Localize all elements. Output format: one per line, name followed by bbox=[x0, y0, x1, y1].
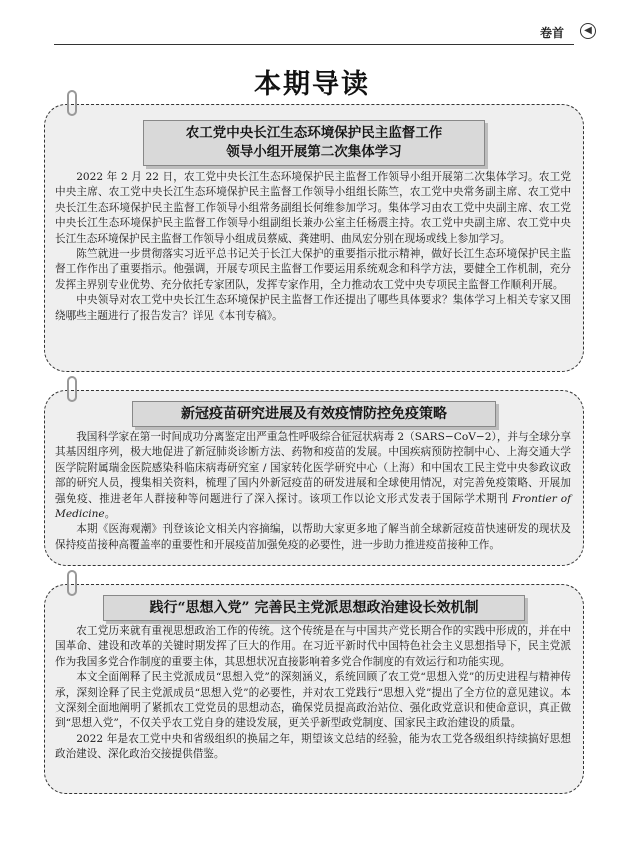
article-body bbox=[55, 430, 571, 553]
arrow-left-circle-icon: ◀ bbox=[580, 23, 596, 39]
journal-name: Frontier of Medicine bbox=[55, 492, 572, 521]
page-title: 本期导读 bbox=[254, 69, 370, 100]
article-card bbox=[44, 584, 584, 794]
paperclip-icon bbox=[67, 570, 77, 596]
paragraph: 2022 年是农工党中央和省级组织的换届之年，期望该文总结的经验，能为农工党各级组织持续搞好思想政治建设、深化政治交接提供借鉴。 bbox=[55, 732, 571, 761]
paragraph: 农工党历来就有重视思想政治工作的传统。这个传统是在与中国共产党长期合作的实践中形成的，并在中国革命、建设和改革的关键时期发挥了巨大的作用。在习近平新时代中国特色社会主义思想指导下，民主党派作为我国多党合作制度的重要主体，其思想状况直接影响着多党合作制度的有效运行和功能实现。 bbox=[55, 625, 571, 668]
paragraph: 中央领导对农工党中央长江生态环境保护民主监督工作还提出了哪些具体要求？集体学习上相关专家又围绕哪些主题进行了报告发言？详见《本刊专稿》。 bbox=[55, 294, 571, 322]
article-card bbox=[44, 104, 584, 372]
article-title: 新冠疫苗研究进展及有效疫情防控免疫策略 bbox=[132, 401, 496, 427]
paperclip-icon bbox=[67, 376, 77, 402]
section-label: 卷首 bbox=[540, 26, 565, 40]
article-body bbox=[55, 624, 571, 763]
paragraph: 本期《医海观潮》刊登该论文相关内容摘编，以帮助大家更多地了解当前全球新冠疫苗快速研发的现状及保持疫苗接种高覆盖率的重要性和开展疫苗加强免疫的必要性，进一步助力推进疫苗接种工作。 bbox=[55, 523, 571, 551]
paragraph: 本文全面阐释了民主党派成员“思想入党”的深刻涵义，系统回顾了农工党“思想入党”的历史进程与精神传承，深刻诠释了民主党派成员“思想入党”的必要性，并对农工党践行“思想入党”提出了全方位的意见建议。本文深刻全面地阐明了紧抓农工党党员的思想动态，确保党员提高政治站位、强化政党意识和使命意识，真正做到“思想入党”，不仅关乎农工党自身的建设发展，更关乎新型政党制度、国家民主政治建设的质量。 bbox=[55, 671, 571, 730]
article-title: 践行“思想入党” 完善民主党派思想政治建设长效机制 bbox=[103, 595, 525, 621]
article-card bbox=[44, 390, 584, 566]
paragraph: 陈竺就进一步贯彻落实习近平总书记关于长江大保护的重要指示批示精神，做好长江生态环境保护民主监督工作作出了重要指示。他强调，开展专项民主监督工作要运用系统观念和科学方法，要健全工作机制，充分发挥主界别专业优势、充分依托专家团队，发挥专家作用，全力推动农工党中央专项民主监督工作顺利开展。 bbox=[55, 248, 571, 291]
article-title: 农工党中央长江生态环境保护民主监督工作 领导小组开展第二次集体学习 bbox=[143, 120, 485, 166]
paperclip-icon bbox=[67, 90, 77, 116]
header-rule bbox=[54, 44, 574, 45]
article-body bbox=[55, 170, 571, 324]
paragraph: 2022 年 2 月 22 日，农工党中央长江生态环境保护民主监督工作领导小组开展第二次集体学习。农工党中央主席、农工党中央长江生态环境保护民主监督工作领导小组组长陈竺，农工党中央常务副主席、农工党中央长江生态环境保护民主监督工作领导小组常务副组长何维参加学习。集体学习由农工党中央副主席、农工党中央长江生态环境保护民主监督工作领导小组副组长兼办公室主任杨震主持。农工党中央副主席、农工党中央长江生态环境保护民主监督工作领导小组成员蔡威、龚建明、曲凤宏分别在现场或线上参加学习。 bbox=[55, 171, 571, 245]
paragraph: 我国科学家在第一时间成功分离鉴定出严重急性呼吸综合征冠状病毒 2（SARS−CoV−2），并与全球分享其基因组序列，极大地促进了新冠肺炎诊断方法、药物和疫苗的发展。中国疾病预防控制中心、上海交通大学医学院附属瑞金医院感染科临床病毒研究室 / 国家转化医学研究中心（上海）和中国农工民主党中央参政议政部的研究人员，搜集相关资料，梳理了国内外新冠疫苗的研发进展和全球使用情况，对完善免疫策略、开展加强免疫、推进老年人群接种等问题进行了深入探讨。该项工作以论文形式发表于国际学术期刊 Frontier of Medicine。 bbox=[55, 431, 572, 521]
